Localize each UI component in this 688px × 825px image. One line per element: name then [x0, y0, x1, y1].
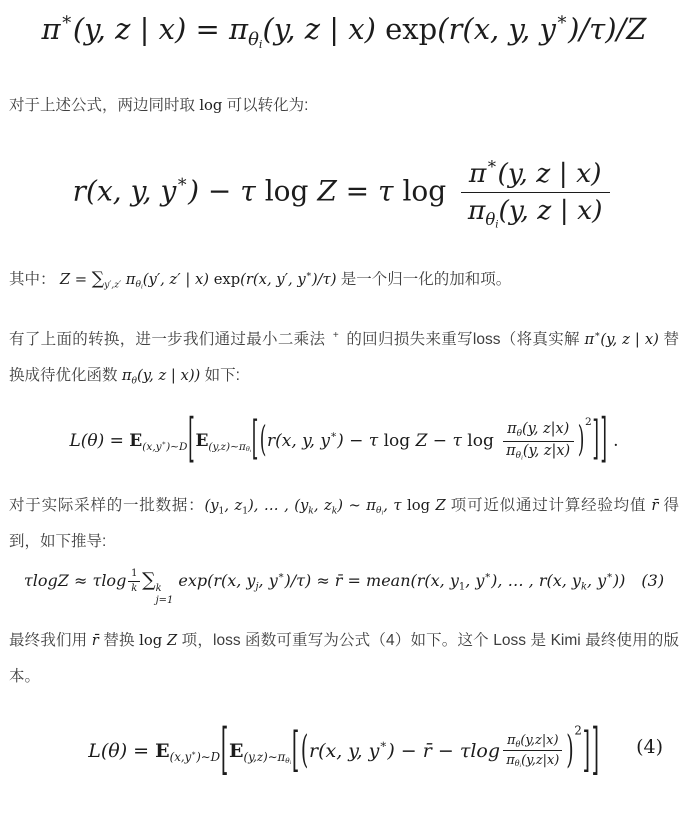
text-segment: 有了上面的转换，进一步我们通过最小二乘法 [9, 330, 330, 348]
math-token: π [507, 732, 516, 748]
text-segment: 最终我们用 [9, 632, 92, 650]
math-token: π [506, 752, 515, 768]
inline-math-z-definition [59, 268, 337, 291]
math-token: log [407, 497, 436, 515]
math-token: ∗ [161, 438, 167, 447]
math-token: ∗ [555, 9, 569, 30]
math-token: i [289, 760, 292, 766]
math-token [176, 172, 188, 192]
math-token: i [258, 38, 263, 52]
math-token: (x,y [169, 749, 192, 764]
math-token: (y, z | x) [600, 330, 659, 348]
math-token: k [155, 582, 162, 594]
math-token: ] [600, 408, 608, 471]
math-token: k [580, 581, 587, 593]
math-token [485, 210, 498, 229]
math-token: Z = τ [317, 174, 403, 208]
math-token: π [506, 442, 516, 459]
math-token: (y, z | x) [498, 195, 603, 227]
math-token: k [308, 506, 314, 517]
math-token: exp [385, 12, 438, 47]
math-token: E [155, 739, 170, 762]
text-segment: 得到，如下推导: [9, 497, 679, 551]
text-segment: 对于上述公式，两边同时取 [9, 97, 200, 115]
math-token: ∗ [277, 570, 285, 581]
math-token [128, 568, 140, 594]
math-token: ∗ [191, 748, 197, 758]
math-token [574, 723, 582, 737]
math-token: (y,z)∼π [208, 440, 246, 453]
math-token: Z = [59, 270, 92, 288]
math-token: ∗ [329, 428, 338, 441]
math-token: ∗ [305, 269, 312, 280]
inline-math-pi-theta [121, 366, 201, 387]
math-token: (y,z|x) [521, 752, 560, 768]
math-token: i [519, 763, 522, 770]
math-token: π [584, 330, 595, 348]
math-token: Z − τ [415, 430, 468, 451]
text-segment: 其中： [9, 270, 60, 288]
math-token: )∼D [196, 749, 221, 764]
inline-math-rbar [92, 632, 99, 649]
text-segment: 项可近似通过计算经验均值 [445, 497, 652, 515]
formula-loss-with-logZ [9, 408, 679, 471]
math-token: ∗ [176, 172, 189, 193]
equation-3-body [23, 568, 626, 607]
math-token: (y,z)∼π [243, 749, 286, 764]
math-token: ∑ [142, 568, 156, 591]
math-token: i [495, 219, 499, 231]
math-token [285, 756, 291, 765]
math-token: ( [259, 419, 267, 462]
math-token [486, 154, 497, 173]
text-segment: 是一个归一化的加和项。 [336, 270, 512, 288]
math-token: )/τ)/Z [568, 12, 647, 47]
math-token [156, 583, 174, 608]
math-token: L(θ) = [88, 739, 156, 762]
inline-math-pi-star [584, 331, 658, 348]
math-token: , y [586, 570, 607, 590]
math-token: k [331, 506, 338, 517]
math-token: π [121, 270, 136, 288]
math-token [104, 280, 121, 290]
paragraph-z-definition [9, 262, 679, 298]
math-token: τlogZ ≈ τlog [23, 570, 127, 590]
math-token: i [521, 455, 523, 462]
math-token: y′,z′ [104, 280, 122, 291]
paragraph-sampling-batch [9, 488, 679, 560]
math-token: j=1 [155, 595, 174, 607]
math-token: ] [582, 723, 591, 778]
math-token: π [41, 12, 61, 47]
text-segment: 如下: [200, 366, 240, 384]
math-token: log [264, 174, 318, 208]
math-token: exp(r(x, y [173, 570, 256, 590]
math-token: , z [224, 497, 243, 515]
math-token [585, 416, 592, 428]
math-token: ∗ [379, 736, 388, 751]
math-token: (y, z | x)) [136, 366, 201, 384]
text-segment: 替换成待优化函数 [9, 330, 679, 384]
math-token: ∑ [91, 268, 105, 289]
math-token [556, 9, 568, 30]
math-token: , y [465, 570, 485, 590]
math-token: ∗ [486, 154, 498, 174]
paragraph-least-squares [9, 322, 679, 394]
math-token: , τ [383, 497, 408, 515]
math-token: E [195, 430, 209, 451]
math-token: ∗ [606, 570, 613, 581]
math-token [142, 438, 188, 453]
inline-math-log [199, 97, 222, 114]
math-token: ∗ [484, 570, 492, 581]
math-token: θ [131, 376, 137, 387]
math-token: 1 [242, 506, 249, 517]
math-token: θ [514, 759, 520, 769]
formula-final-loss [9, 718, 679, 783]
math-token: [ [188, 408, 195, 471]
math-token [135, 280, 142, 290]
equation-number: (3) [641, 570, 665, 590]
math-token: (y′, z′ | x) [142, 270, 214, 288]
math-token: log [467, 430, 500, 451]
formula-optimal-policy [9, 9, 679, 51]
math-token: [ [220, 718, 229, 783]
math-token [502, 421, 575, 462]
math-token: )) [612, 570, 626, 590]
footnote-plus-link[interactable]: + [332, 329, 339, 341]
math-token: ), … , r(x, y [491, 570, 581, 590]
math-token: . [607, 430, 619, 451]
math-token: 2 [574, 723, 582, 738]
math-token: log [402, 174, 456, 208]
math-token: [ [251, 413, 259, 468]
math-token: (y, z|x) [521, 420, 570, 437]
math-token: 1 [458, 581, 466, 593]
math-token: i [140, 284, 143, 291]
text-segment: 可以转化为: [222, 97, 309, 115]
math-token: i [249, 448, 252, 454]
inline-math-samples [204, 497, 446, 517]
math-token [61, 9, 73, 30]
text-segment: 替换 [98, 632, 140, 650]
math-token: exp [213, 270, 241, 288]
math-token: E [129, 430, 143, 451]
math-token: θ [485, 210, 496, 230]
text-segment: 的回归损失来重写loss（将真实解 [341, 330, 585, 348]
math-token: )/τ) [311, 270, 337, 288]
math-token: (r(x, y, y [437, 12, 556, 47]
math-token: E [229, 739, 244, 762]
math-token: (y, z|x) [522, 442, 571, 459]
math-token: π [507, 420, 517, 437]
math-token: π [468, 158, 487, 190]
math-token: ∗ [60, 9, 73, 30]
equation-4-body [88, 718, 600, 783]
math-token: 2 [585, 415, 592, 428]
math-token: r(x, y, y [309, 739, 380, 762]
math-token: θ [245, 445, 250, 454]
math-token: (y,z|x) [520, 732, 559, 748]
math-token: k [131, 582, 138, 594]
math-token: r̄ [91, 632, 99, 650]
math-token: log [199, 97, 223, 115]
math-token [244, 750, 292, 764]
math-token: log [139, 632, 163, 650]
math-token: , z [313, 497, 332, 515]
math-token: π [467, 195, 486, 227]
math-token: θ [135, 280, 141, 291]
math-token [460, 154, 611, 232]
math-token: j [255, 581, 259, 593]
math-token: ( [300, 728, 309, 773]
math-token: ] [591, 718, 599, 783]
math-token: ) − r̄ − τlog [387, 739, 501, 762]
paragraph-take-log [9, 88, 679, 124]
math-token: θ [248, 29, 259, 51]
text-segment: 对于实际采样的一批数据： [9, 497, 205, 515]
formula-log-transform [9, 154, 679, 232]
math-token [208, 441, 251, 453]
inline-math-logZ [139, 632, 177, 649]
math-token: (y, z | x) [497, 158, 602, 190]
math-token: ) ∼ π [337, 497, 376, 515]
math-token: 1 [131, 568, 138, 580]
math-token: r(x, y, y [72, 174, 177, 208]
math-token: θ [515, 739, 521, 749]
paragraph-final-loss [9, 623, 679, 695]
math-token: ∗ [594, 329, 601, 340]
math-token: θ [375, 506, 382, 517]
equation-number: (4) [636, 735, 663, 758]
math-token [246, 445, 251, 453]
math-token [606, 570, 613, 581]
math-token: θ [516, 428, 522, 439]
math-token: Z [162, 632, 178, 650]
math-token: i [381, 510, 384, 517]
math-token: , y [258, 570, 278, 590]
math-token: θ [285, 755, 290, 765]
math-token: ] [592, 413, 600, 468]
math-token [516, 451, 523, 461]
math-token: r(x, y, y [267, 430, 330, 451]
math-token: 1 [218, 506, 225, 517]
math-token [248, 29, 262, 50]
text-segment: 项，loss 函数可重写为公式（4）如下。这个 Loss 是 Kimi 最终使用的版本。 [9, 632, 680, 686]
math-token: )/τ) ≈ r̄ = mean(r(x, y [284, 570, 459, 590]
math-token: ) [566, 728, 574, 773]
math-token [502, 733, 563, 771]
math-token: ) − τ [188, 174, 265, 208]
math-token: ) [577, 419, 585, 462]
math-token: ) − τ [337, 430, 384, 451]
math-token: (y [204, 497, 219, 515]
math-token: log [383, 430, 416, 451]
math-token [278, 570, 285, 581]
math-token: π [121, 366, 132, 384]
math-token: L(θ) = [69, 430, 130, 451]
math-token: r̄ [651, 497, 659, 515]
math-token: Z [435, 497, 446, 515]
math-token [170, 750, 220, 764]
math-token: (y, z | x) [262, 12, 386, 47]
math-token: )∼D [166, 440, 188, 453]
math-token: θ [515, 451, 522, 462]
math-token: (r(x, y′, y [240, 270, 306, 288]
math-token: (y, z | x) = π [72, 12, 249, 47]
formula-empirical-mean [9, 568, 679, 607]
math-token: (x,y [142, 440, 162, 453]
math-token: ), … , (y [248, 497, 309, 515]
math-token: [ [291, 723, 300, 778]
